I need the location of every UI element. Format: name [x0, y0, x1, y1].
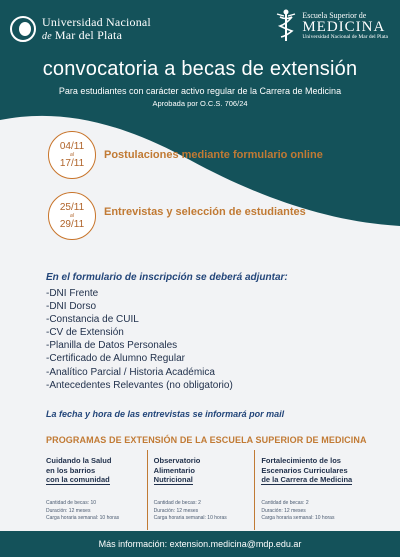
- list-item: -Certificado de Alumno Regular: [46, 353, 185, 365]
- list-item: -Constancia de CUIL: [46, 314, 139, 326]
- programs-grid: [40, 450, 362, 530]
- logo-right-line3: Universidad Nacional de Mar del Plata: [302, 33, 388, 40]
- program-meta: [154, 500, 227, 523]
- list-item: -Planilla de Datos Personales: [46, 340, 178, 352]
- date-to: 29/11: [59, 218, 85, 230]
- unmdp-logo: [10, 12, 151, 46]
- program-name-line: de la Carrera de Medicina: [261, 475, 353, 484]
- program-card: [40, 450, 147, 530]
- caduceus-icon: [275, 9, 297, 43]
- step-label-applications: Postulaciones mediante formulario online: [104, 149, 323, 161]
- program-name-line: Observatorio: [153, 456, 201, 465]
- list-item: -CV de Extensión: [46, 327, 124, 339]
- page-subtitle: Para estudiantes con carácter activo regular de la Carrera de Medicina: [58, 86, 342, 96]
- list-item: -DNI Frente: [46, 288, 99, 299]
- approval-note: Aprobada por O.C.S. 706/24: [152, 99, 248, 108]
- program-card: [147, 450, 255, 530]
- program-carga: Carga horaria semanal: 10 horas: [261, 515, 335, 521]
- logo-left-line2-prefix: de: [42, 30, 52, 42]
- footer-contact: [0, 531, 400, 557]
- program-name: [261, 456, 356, 496]
- date-connector: al: [70, 212, 74, 219]
- interview-note: La fecha y hora de las entrevistas se informará por mail: [46, 409, 285, 419]
- logo-left-line1: Universidad Nacional: [42, 14, 151, 29]
- list-item: -DNI Dorso: [46, 301, 97, 313]
- date-to: 17/11: [59, 157, 85, 169]
- university-seal-icon: [10, 16, 36, 42]
- requirements-list: [46, 287, 233, 392]
- requirements-title: En el formulario de inscripción se deberá adjuntar:: [46, 272, 288, 283]
- program-name-line: Escenarios Curriculares: [261, 465, 348, 475]
- logo-left-line2: [42, 29, 151, 43]
- program-duracion: Duración: 12 meses: [261, 507, 306, 514]
- date-from: 04/11: [59, 140, 85, 152]
- footer-text[interactable]: Más información: extension.medicina@mdp.edu.ar: [98, 539, 302, 549]
- logo-right-line1: Escuela Superior de: [302, 10, 367, 20]
- program-name-line: Cuidando la Salud: [46, 456, 112, 465]
- logo-right-line2: MEDICINA: [302, 18, 386, 35]
- step-label-interviews: Entrevistas y selección de estudiantes: [104, 206, 306, 218]
- date-connector: al: [70, 151, 74, 158]
- program-name: [154, 456, 249, 496]
- programs-title: PROGRAMAS DE EXTENSIÓN DE LA ESCUELA SUPERIOR DE MEDICINA: [46, 435, 367, 445]
- list-item: -Analítico Parcial / Historia Académica: [46, 366, 215, 378]
- program-duracion: Duración: 12 meses: [46, 507, 91, 514]
- program-name-line: Fortalecimiento de los: [261, 456, 341, 465]
- program-carga: Carga horaria semanal: 10 horas: [153, 515, 227, 521]
- program-name-line: Alimentario: [153, 465, 195, 475]
- program-becas: Cantidad de becas: 2: [153, 500, 201, 506]
- program-name-line: Nutricional: [153, 475, 193, 484]
- list-item: -Antecedentes Relevantes (no obligatorio): [46, 379, 233, 391]
- medicina-logo: [275, 6, 388, 46]
- program-becas: Cantidad de becas: 2: [261, 500, 309, 506]
- program-becas: Cantidad de becas: 10: [46, 500, 97, 506]
- program-card: [254, 450, 362, 530]
- program-name-line: en los barrios: [46, 465, 96, 475]
- program-meta: [261, 500, 334, 523]
- logo-left-line2-text: Mar del Plata: [54, 27, 123, 42]
- program-carga: Carga horaria semanal: 10 horas: [46, 515, 120, 521]
- program-duracion: Duración: 12 meses: [153, 507, 199, 514]
- date-badge-interviews: [48, 192, 96, 240]
- program-name: [46, 456, 141, 496]
- page-title: convocatoria a becas de extensión: [42, 58, 358, 80]
- program-name-line: con la comunidad: [46, 475, 110, 484]
- date-badge-applications: [48, 131, 96, 179]
- date-from: 25/11: [59, 201, 85, 213]
- program-meta: [46, 500, 119, 523]
